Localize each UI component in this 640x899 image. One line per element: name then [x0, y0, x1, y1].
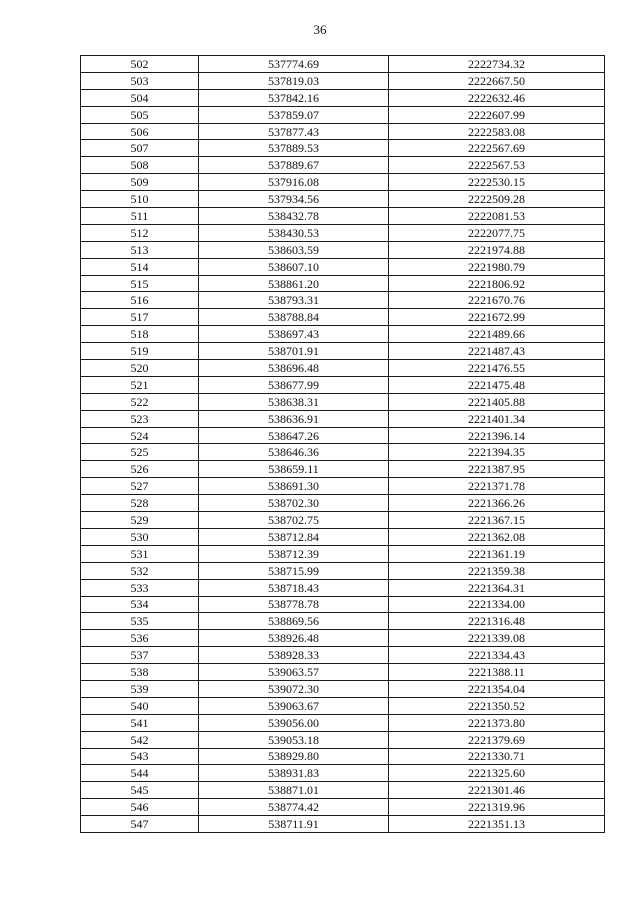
table-row [81, 376, 605, 393]
point-number-cell: 546 [81, 799, 199, 816]
point-number-cell: 521 [81, 376, 199, 393]
x-coordinate-cell: 537889.53 [199, 140, 389, 157]
point-number-cell: 532 [81, 562, 199, 579]
table-row [81, 326, 605, 343]
y-coordinate-cell: 2221354.04 [389, 680, 605, 697]
point-number-cell: 541 [81, 714, 199, 731]
y-coordinate-cell: 2221487.43 [389, 343, 605, 360]
table-row [81, 410, 605, 427]
y-coordinate-cell: 2221339.08 [389, 630, 605, 647]
point-number-cell: 504 [81, 89, 199, 106]
y-coordinate-cell: 2221670.76 [389, 292, 605, 309]
point-number-cell: 505 [81, 106, 199, 123]
table-row [81, 697, 605, 714]
y-coordinate-cell: 2221371.78 [389, 478, 605, 495]
x-coordinate-cell: 538928.33 [199, 647, 389, 664]
y-coordinate-cell: 2221367.15 [389, 512, 605, 529]
y-coordinate-cell: 2221980.79 [389, 258, 605, 275]
x-coordinate-cell: 538691.30 [199, 478, 389, 495]
x-coordinate-cell: 538871.01 [199, 782, 389, 799]
table-row [81, 292, 605, 309]
point-number-cell: 512 [81, 224, 199, 241]
y-coordinate-cell: 2221330.71 [389, 748, 605, 765]
y-coordinate-cell: 2221373.80 [389, 714, 605, 731]
table-row [81, 258, 605, 275]
table-row [81, 89, 605, 106]
y-coordinate-cell: 2221396.14 [389, 427, 605, 444]
point-number-cell: 534 [81, 596, 199, 613]
x-coordinate-cell: 538926.48 [199, 630, 389, 647]
table-row [81, 495, 605, 512]
point-number-cell: 514 [81, 258, 199, 275]
x-coordinate-cell: 538774.42 [199, 799, 389, 816]
x-coordinate-cell: 538702.30 [199, 495, 389, 512]
point-number-cell: 511 [81, 208, 199, 225]
x-coordinate-cell: 538659.11 [199, 461, 389, 478]
point-number-cell: 524 [81, 427, 199, 444]
y-coordinate-cell: 2222632.46 [389, 89, 605, 106]
table-row [81, 309, 605, 326]
point-number-cell: 523 [81, 410, 199, 427]
point-number-cell: 536 [81, 630, 199, 647]
x-coordinate-cell: 539063.67 [199, 697, 389, 714]
y-coordinate-cell: 2221366.26 [389, 495, 605, 512]
y-coordinate-cell: 2221475.48 [389, 376, 605, 393]
x-coordinate-cell: 538788.84 [199, 309, 389, 326]
y-coordinate-cell: 2222509.28 [389, 191, 605, 208]
coordinates-table [80, 55, 605, 833]
x-coordinate-cell: 537774.69 [199, 56, 389, 73]
x-coordinate-cell: 537889.67 [199, 157, 389, 174]
y-coordinate-cell: 2221325.60 [389, 765, 605, 782]
point-number-cell: 506 [81, 123, 199, 140]
point-number-cell: 543 [81, 748, 199, 765]
x-coordinate-cell: 538677.99 [199, 376, 389, 393]
table-row [81, 106, 605, 123]
point-number-cell: 535 [81, 613, 199, 630]
table-row [81, 647, 605, 664]
x-coordinate-cell: 538646.36 [199, 444, 389, 461]
x-coordinate-cell: 537934.56 [199, 191, 389, 208]
y-coordinate-cell: 2222567.53 [389, 157, 605, 174]
table-row [81, 613, 605, 630]
point-number-cell: 525 [81, 444, 199, 461]
x-coordinate-cell: 538432.78 [199, 208, 389, 225]
x-coordinate-cell: 538636.91 [199, 410, 389, 427]
y-coordinate-cell: 2221394.35 [389, 444, 605, 461]
x-coordinate-cell: 538931.83 [199, 765, 389, 782]
y-coordinate-cell: 2222667.50 [389, 72, 605, 89]
point-number-cell: 502 [81, 56, 199, 73]
x-coordinate-cell: 538929.80 [199, 748, 389, 765]
x-coordinate-cell: 539056.00 [199, 714, 389, 731]
x-coordinate-cell: 538793.31 [199, 292, 389, 309]
y-coordinate-cell: 2221334.00 [389, 596, 605, 613]
x-coordinate-cell: 538715.99 [199, 562, 389, 579]
x-coordinate-cell: 537842.16 [199, 89, 389, 106]
table-row [81, 208, 605, 225]
point-number-cell: 507 [81, 140, 199, 157]
point-number-cell: 531 [81, 545, 199, 562]
table-row [81, 393, 605, 410]
y-coordinate-cell: 2221301.46 [389, 782, 605, 799]
point-number-cell: 537 [81, 647, 199, 664]
x-coordinate-cell: 537916.08 [199, 174, 389, 191]
x-coordinate-cell: 538696.48 [199, 360, 389, 377]
y-coordinate-cell: 2221489.66 [389, 326, 605, 343]
y-coordinate-cell: 2221362.08 [389, 528, 605, 545]
table-row [81, 461, 605, 478]
x-coordinate-cell: 538638.31 [199, 393, 389, 410]
point-number-cell: 522 [81, 393, 199, 410]
y-coordinate-cell: 2221334.43 [389, 647, 605, 664]
table-row [81, 579, 605, 596]
table-row [81, 680, 605, 697]
table-row [81, 630, 605, 647]
table-row [81, 714, 605, 731]
y-coordinate-cell: 2221351.13 [389, 816, 605, 833]
table-row [81, 360, 605, 377]
y-coordinate-cell: 2222734.32 [389, 56, 605, 73]
table-row [81, 174, 605, 191]
table-row [81, 123, 605, 140]
y-coordinate-cell: 2222530.15 [389, 174, 605, 191]
table-row [81, 157, 605, 174]
table-row [81, 528, 605, 545]
y-coordinate-cell: 2221387.95 [389, 461, 605, 478]
table-row [81, 782, 605, 799]
x-coordinate-cell: 538861.20 [199, 275, 389, 292]
x-coordinate-cell: 537859.07 [199, 106, 389, 123]
point-number-cell: 509 [81, 174, 199, 191]
x-coordinate-cell: 538712.84 [199, 528, 389, 545]
table-row [81, 343, 605, 360]
table-row [81, 191, 605, 208]
y-coordinate-cell: 2222077.75 [389, 224, 605, 241]
point-number-cell: 547 [81, 816, 199, 833]
x-coordinate-cell: 538718.43 [199, 579, 389, 596]
table-row [81, 241, 605, 258]
x-coordinate-cell: 538697.43 [199, 326, 389, 343]
point-number-cell: 510 [81, 191, 199, 208]
x-coordinate-cell: 538607.10 [199, 258, 389, 275]
y-coordinate-cell: 2221476.55 [389, 360, 605, 377]
table-row [81, 140, 605, 157]
point-number-cell: 518 [81, 326, 199, 343]
x-coordinate-cell: 538603.59 [199, 241, 389, 258]
point-number-cell: 545 [81, 782, 199, 799]
table-row [81, 816, 605, 833]
point-number-cell: 515 [81, 275, 199, 292]
point-number-cell: 513 [81, 241, 199, 258]
table-row [81, 56, 605, 73]
point-number-cell: 530 [81, 528, 199, 545]
point-number-cell: 539 [81, 680, 199, 697]
point-number-cell: 528 [81, 495, 199, 512]
point-number-cell: 527 [81, 478, 199, 495]
x-coordinate-cell: 537877.43 [199, 123, 389, 140]
x-coordinate-cell: 537819.03 [199, 72, 389, 89]
x-coordinate-cell: 538701.91 [199, 343, 389, 360]
point-number-cell: 503 [81, 72, 199, 89]
point-number-cell: 517 [81, 309, 199, 326]
y-coordinate-cell: 2221806.92 [389, 275, 605, 292]
x-coordinate-cell: 538778.78 [199, 596, 389, 613]
point-number-cell: 544 [81, 765, 199, 782]
point-number-cell: 529 [81, 512, 199, 529]
y-coordinate-cell: 2221316.48 [389, 613, 605, 630]
table-row [81, 562, 605, 579]
y-coordinate-cell: 2222583.08 [389, 123, 605, 140]
page-number: 36 [313, 22, 327, 37]
table-row [81, 799, 605, 816]
x-coordinate-cell: 538702.75 [199, 512, 389, 529]
table-row [81, 427, 605, 444]
point-number-cell: 516 [81, 292, 199, 309]
y-coordinate-cell: 2221364.31 [389, 579, 605, 596]
x-coordinate-cell: 539053.18 [199, 731, 389, 748]
y-coordinate-cell: 2221350.52 [389, 697, 605, 714]
point-number-cell: 520 [81, 360, 199, 377]
table-row [81, 512, 605, 529]
table-row [81, 765, 605, 782]
x-coordinate-cell: 539072.30 [199, 680, 389, 697]
y-coordinate-cell: 2221388.11 [389, 664, 605, 681]
point-number-cell: 508 [81, 157, 199, 174]
table-row [81, 478, 605, 495]
x-coordinate-cell: 538711.91 [199, 816, 389, 833]
table-row [81, 275, 605, 292]
table-row [81, 72, 605, 89]
point-number-cell: 542 [81, 731, 199, 748]
y-coordinate-cell: 2221672.99 [389, 309, 605, 326]
y-coordinate-cell: 2222081.53 [389, 208, 605, 225]
x-coordinate-cell: 538430.53 [199, 224, 389, 241]
y-coordinate-cell: 2221361.19 [389, 545, 605, 562]
table-body [81, 56, 605, 833]
table-row [81, 731, 605, 748]
table-row [81, 444, 605, 461]
table-row [81, 748, 605, 765]
y-coordinate-cell: 2221379.69 [389, 731, 605, 748]
point-number-cell: 526 [81, 461, 199, 478]
y-coordinate-cell: 2221401.34 [389, 410, 605, 427]
x-coordinate-cell: 538712.39 [199, 545, 389, 562]
table-row [81, 545, 605, 562]
table-row [81, 664, 605, 681]
y-coordinate-cell: 2221405.88 [389, 393, 605, 410]
y-coordinate-cell: 2222607.99 [389, 106, 605, 123]
x-coordinate-cell: 538869.56 [199, 613, 389, 630]
x-coordinate-cell: 539063.57 [199, 664, 389, 681]
table-row [81, 596, 605, 613]
point-number-cell: 538 [81, 664, 199, 681]
table-row [81, 224, 605, 241]
y-coordinate-cell: 2221359.38 [389, 562, 605, 579]
y-coordinate-cell: 2222567.69 [389, 140, 605, 157]
point-number-cell: 533 [81, 579, 199, 596]
point-number-cell: 540 [81, 697, 199, 714]
point-number-cell: 519 [81, 343, 199, 360]
y-coordinate-cell: 2221319.96 [389, 799, 605, 816]
x-coordinate-cell: 538647.26 [199, 427, 389, 444]
y-coordinate-cell: 2221974.88 [389, 241, 605, 258]
